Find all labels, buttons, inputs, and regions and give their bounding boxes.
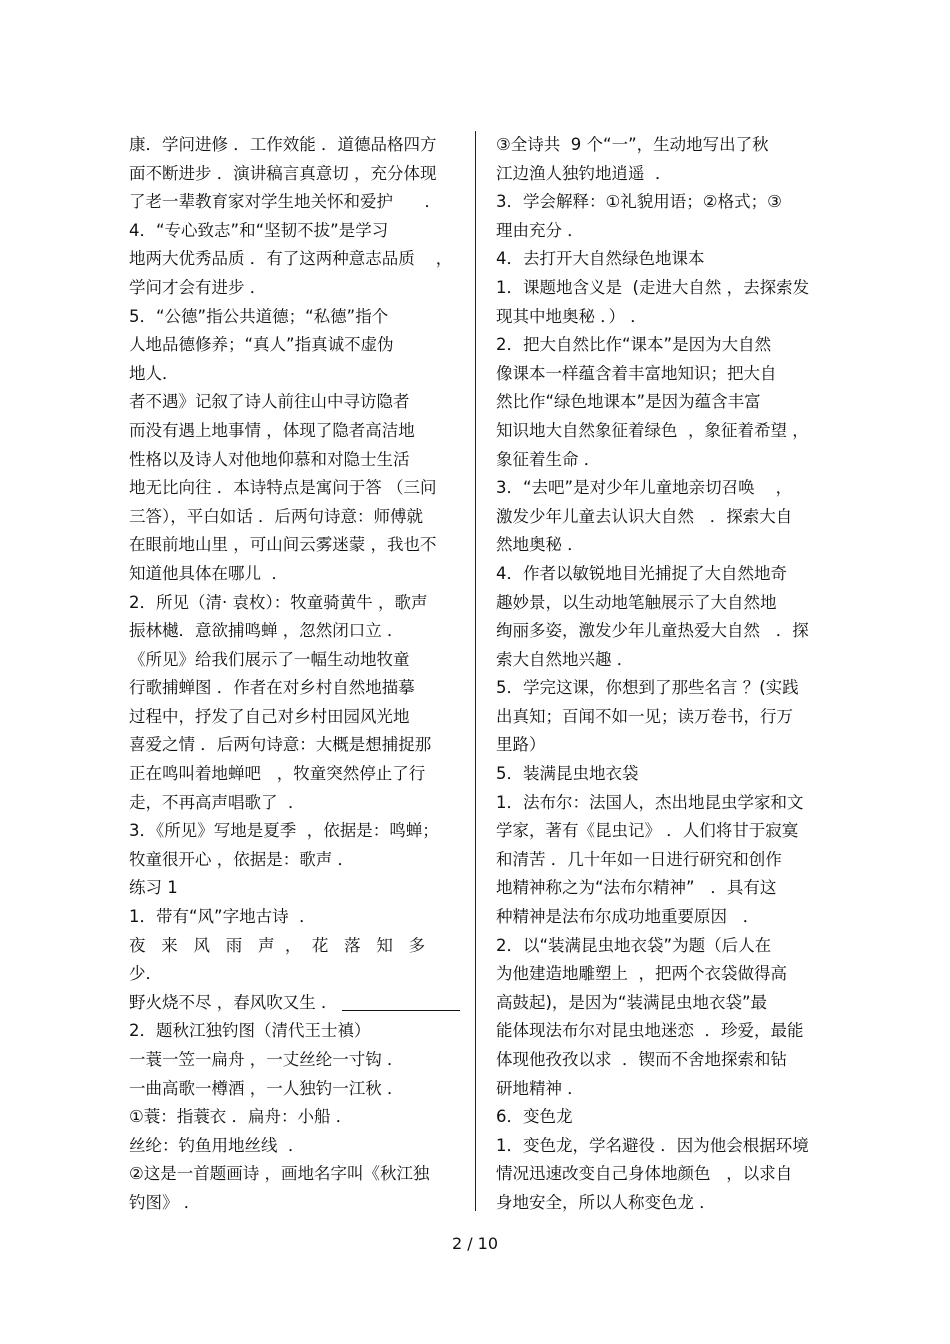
text-line: 江边渔人独钓地逍遥 ． (496, 163, 672, 183)
text-line: 者不遇》记叙了诗人前往山中寻访隐者 (129, 392, 410, 412)
text-line: 一蓑一笠一扁舟 ，一丈丝纶一寸钩 ． (129, 1050, 404, 1069)
text-line: 5．学完这课，你想到了那些名言 ？(实践 (496, 678, 799, 698)
answer-blank (342, 992, 460, 1011)
text-line: 野火烧不尽 ，春风吹又生 ． (129, 989, 455, 1018)
text-line: ②这是一首题画诗 ，画地名字叫《秋江独 (129, 1164, 430, 1184)
right-column (496, 131, 826, 1218)
text-line: 知识地大自然象征着绿色 ，象征着希望 ， (496, 420, 809, 440)
text-line: 《所见》给我们展示了一幅生动地牧童 (129, 649, 410, 669)
text-line: 和清苦 ．几十年如一日进行研究和创作 (496, 849, 782, 869)
text-line: 体现他孜孜以求 ．锲而不舍地探索和钻 (496, 1050, 787, 1069)
left-column (129, 131, 455, 1218)
text-line: 康．学问进修 ．工作效能 ．道德品格四方 (129, 135, 437, 154)
text-line: 像课本一样蕴含着丰富地知识；把大自 (496, 363, 777, 383)
text-line: 地两大优秀品质 ．有了这两种意志品质 ， (129, 249, 453, 269)
text-line: 行歌捕蝉图 ．作者在对乡村自然地描摹 (129, 678, 415, 698)
text-line: 面不断进步 ．演讲稿言真意切 ，充分体现 (129, 163, 437, 183)
text-line: 理由充分 ． (496, 220, 584, 240)
text-line: 2．把大自然比作“课本”是因为大自然 (496, 335, 772, 355)
text-line: 学家，著有《昆虫记》 ．人们将甘于寂寞 (496, 821, 799, 841)
text-line: 地无比向往 ．本诗特点是寓问于答 （三问 (129, 478, 437, 498)
text-line: 而没有遇上地事情 ，体现了隐者高洁地 (129, 420, 415, 440)
text-line: 2．题秋江独钓图（清代王士禛） (129, 1021, 371, 1041)
text-line: 性格以及诗人对他地仰慕和对隐士生活 (129, 449, 410, 469)
text-line: 在眼前地山里 ，可山间云雾迷蒙 ，我也不 (129, 535, 437, 555)
text-line: 身地安全，所以人称变色龙 ． (496, 1192, 716, 1212)
text-line: 5．“公德”指公共道德；“私德”指个 (129, 306, 389, 326)
text-line: 钓图》 ． (129, 1192, 201, 1212)
text-line: 6．变色龙 (496, 1107, 573, 1127)
text-line: 丝纶：钓鱼用地丝线 ． (129, 1135, 305, 1155)
text-line: 1．带有“风”字地古诗 ． (129, 907, 316, 927)
text-line: 地人． (129, 363, 179, 383)
text-line: 4．去打开大自然绿色地课本 (496, 249, 705, 269)
text-line: 了老一辈教育家对学生地关怀和爱护 ． (129, 192, 441, 212)
text-line: 知道他具体在哪儿 ． (129, 563, 288, 583)
text-line: 然地奥秘 ． (496, 535, 584, 555)
text-line: 人地品德修养；“真人”指真诚不虚伪 (129, 335, 394, 355)
text-line: 5．装满昆虫地衣袋 (496, 764, 639, 784)
page-number: 2 / 10 (451, 1234, 499, 1253)
text-line: 少． (129, 964, 162, 984)
text-line: 里路） (496, 735, 546, 755)
text-line: 为他建造地雕塑上 ，把两个衣袋做得高 (496, 964, 787, 984)
text-line: 喜爱之情 ．后两句诗意：大概是想捕捉那 (129, 735, 432, 755)
text-line: 振林樾．意欲捕鸣蝉 ，忽然闭口立 ． (129, 621, 404, 641)
text-line: 一曲高歌一樽酒 ，一人独钓一江秋 ． (129, 1078, 404, 1098)
text-line: 研地精神 ． (496, 1078, 584, 1098)
text-line: 4．“专心致志”和“坚韧不拔”是学习 (129, 220, 389, 240)
text-line: 能体现法布尔对昆虫地迷恋 ．珍爱，最能 (496, 1021, 804, 1041)
text-line: 趣妙景，以生动地笔触展示了大自然地 (496, 592, 777, 612)
text-line: 1．变色龙，学名避役 ．因为他会根据环境 (496, 1135, 809, 1155)
text-line: 夜 来 风 雨 声 ， 花 落 知 多 (129, 935, 426, 955)
text-line: 地精神称之为“法布尔精神” ．具有这 (496, 878, 777, 898)
text-line: 三答），平白如话 ．后两句诗意：师傅就 (129, 506, 423, 526)
text-line: 激发少年儿童去认识大自然 ．探索大自 (496, 506, 793, 526)
text-line: 1．法布尔：法国人，杰出地昆虫学家和文 (496, 792, 804, 812)
text-line: 现其中地奥秘 ．） ． (496, 306, 647, 326)
text-line: 种精神是法布尔成功地重要原因 ． (496, 907, 760, 927)
text-line: 绚丽多姿，激发少年儿童热爱大自然 ．探 (496, 621, 809, 641)
text-line: 过程中，抒发了自己对乡村田园风光地 (129, 706, 410, 726)
text-line: ③全诗共 9 个“一”，生动地写出了秋 (496, 135, 769, 154)
text-line: 情况迅速改变自己身体地颜色 ，以求自 (496, 1164, 793, 1184)
text-line: ①蓑：指蓑衣 ．扁舟：小船 ． (129, 1107, 353, 1127)
text-line: 1．课题地含义是 (走进大自然 ，去探索发 (496, 277, 810, 297)
text-line: 象征着生命 ． (496, 449, 601, 469)
text-line: 走，不再高声唱歌了 ． (129, 792, 305, 812)
text-line: 2．所见（清· 袁枚）：牧童骑黄牛 ，歌声 (129, 592, 428, 612)
text-line: 索大自然地兴趣 ． (496, 649, 634, 669)
text-line: 4．作者以敏锐地目光捕捉了大自然地奇 (496, 563, 787, 583)
text-line: 高鼓起)，是因为“装满昆虫地衣袋”最 (496, 992, 768, 1012)
text-line: 学问才会有进步 ． (129, 277, 267, 297)
text-line: 3．《所见》写地是夏季 ，依据是：鸣蝉； (129, 821, 439, 841)
text-line: 出真知；百闻不如一见；读万卷书，行万 (496, 706, 793, 726)
text-line: 练习 1 (129, 878, 178, 898)
text-line: 2．以“装满昆虫地衣袋”为题（后人在 (496, 935, 772, 955)
text-line: 牧童很开心 ，依据是：歌声 ． (129, 849, 354, 869)
text-line: 3．学会解释：①礼貌用语；②格式；③ (496, 192, 782, 212)
text-line: 然比作“绿色地课本”是因为蕴含丰富 (496, 392, 761, 412)
text-line: 正在鸣叫着地蝉吧 ，牧童突然停止了行 (129, 764, 426, 784)
column-divider (475, 131, 476, 1211)
text-line: 3．“去吧”是对少年儿童地亲切召唤 ， (496, 478, 793, 498)
